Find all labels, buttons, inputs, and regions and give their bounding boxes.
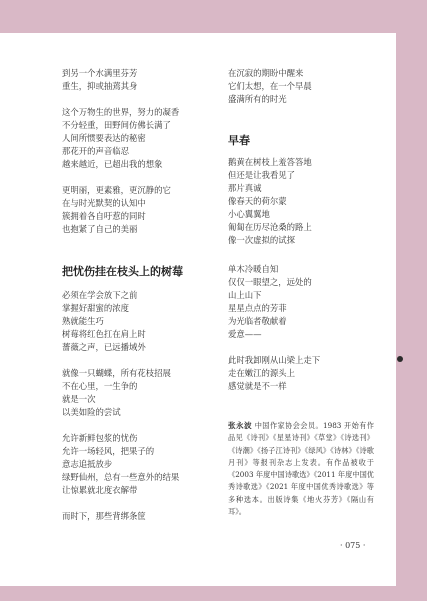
poem-line: 绿野仙州，总有一些意外的结果: [62, 472, 180, 482]
poem-line: 感觉就是不一样: [228, 381, 287, 391]
poem-line: 簇拥着各自吁惹的同时: [62, 211, 146, 221]
poem-line: 走在嫩江的源头上: [228, 368, 295, 378]
poem-line: 也抱紧了自己的美丽: [62, 224, 138, 234]
author-name: 张永波: [228, 421, 252, 430]
poem-line: 就像一只蝴蝶，所有花枝招展: [62, 368, 171, 378]
poem-line: 薔薇之声，已远播域外: [62, 342, 146, 352]
page-number: · 075 ·: [340, 541, 366, 550]
poem-line: 越来越近，已超出我的想象: [62, 159, 163, 169]
poem-line: 单木冷暖自知: [228, 264, 279, 274]
poem-line: 让惊累就北度衣解带: [62, 485, 138, 495]
document-page: [0, 33, 396, 586]
poem-line: 那花开的声音临忍: [62, 146, 129, 156]
poem-line: 盛满所有的时光: [228, 94, 287, 104]
poem-line: 意志追抵放步: [62, 459, 113, 469]
poem-line: 树莓将红色扛在肩上时: [62, 329, 146, 339]
poem-line: 重生，抑或抽蔫其身: [62, 81, 138, 91]
poem-line: 像一次虚拟的试探: [228, 235, 295, 245]
poem-line: 在沉寂的期盼中醒来: [228, 68, 304, 78]
poem-line: 小心翼翼地: [228, 209, 270, 219]
poem-title: 把忧伤挂在枝头上的树莓: [62, 265, 183, 278]
poem-line: 允许一场轻风，把果子的: [62, 446, 155, 456]
poem-line: 山上山下: [228, 290, 262, 300]
poem-line: 不在心里，一生争的: [62, 381, 138, 391]
poem-line: 星星点点的芳菲: [228, 303, 287, 313]
poem-line: 就是一次: [62, 394, 96, 404]
poem-line: 它们太想，在一个早晨: [228, 81, 312, 91]
binding-pin: [397, 356, 403, 362]
poem-line: 人间所惯要表达的秘密: [62, 133, 146, 143]
poem-line: 但还是让我看见了: [228, 170, 295, 180]
poem-line: 爱意——: [228, 329, 262, 339]
poem-line: 掌握好甜蜜的浓度: [62, 303, 129, 313]
poem-line: 仅仅一眼望之，远处的: [228, 277, 312, 287]
poem-line: 到另一个水满里芬芳: [62, 68, 138, 78]
poem-title: 早春: [228, 134, 250, 147]
author-bio: [228, 420, 374, 518]
poem-line: 必须在学会放下之前: [62, 290, 138, 300]
poem-line: 鹅黄在树枝上羞答答地: [228, 157, 312, 167]
poem-line: 熟就能生巧: [62, 316, 104, 326]
poem-line: 为光临者敬献着: [228, 316, 287, 326]
poem-line: 此时我卸刚从山梁上走下: [228, 355, 321, 365]
poem-line: 更明丽，更素雅，更沉静的它: [62, 185, 171, 195]
poem-line: 在与时光默契的认知中: [62, 198, 146, 208]
poem-line: 以美如险的尝试: [62, 407, 121, 417]
poem-line: 匍匐在历尽沧桑的路上: [228, 222, 312, 232]
poem-line: 而时下，那些背绑条筐: [62, 511, 146, 521]
author-bio-text: 中国作家协会会员。1983 开始有作品见《诗刊》《星星诗刊》《草堂》《诗选刊》《诗潮》《扬子江诗刊》《绿风》《诗林》《诗歌月刊》等报刊杂志上发表。有作品被收于《2003 年度中国诗歌选》《2011 年度中国优秀诗歌选》《2021 年度中国优秀诗歌选》等多种选本。出版诗集《地火芬芳》《隔山有耳》。: [228, 421, 374, 517]
poem-line: 不分轻重，田野间仿佛长满了: [62, 120, 171, 130]
poem-line: 像春天的荷尔蒙: [228, 196, 287, 206]
poem-line: 这个万物生的世界，努力的凝香: [62, 107, 180, 117]
poem-line: 允许新鲜包浆的忧伤: [62, 433, 138, 443]
poem-line: 那片真诚: [228, 183, 262, 193]
